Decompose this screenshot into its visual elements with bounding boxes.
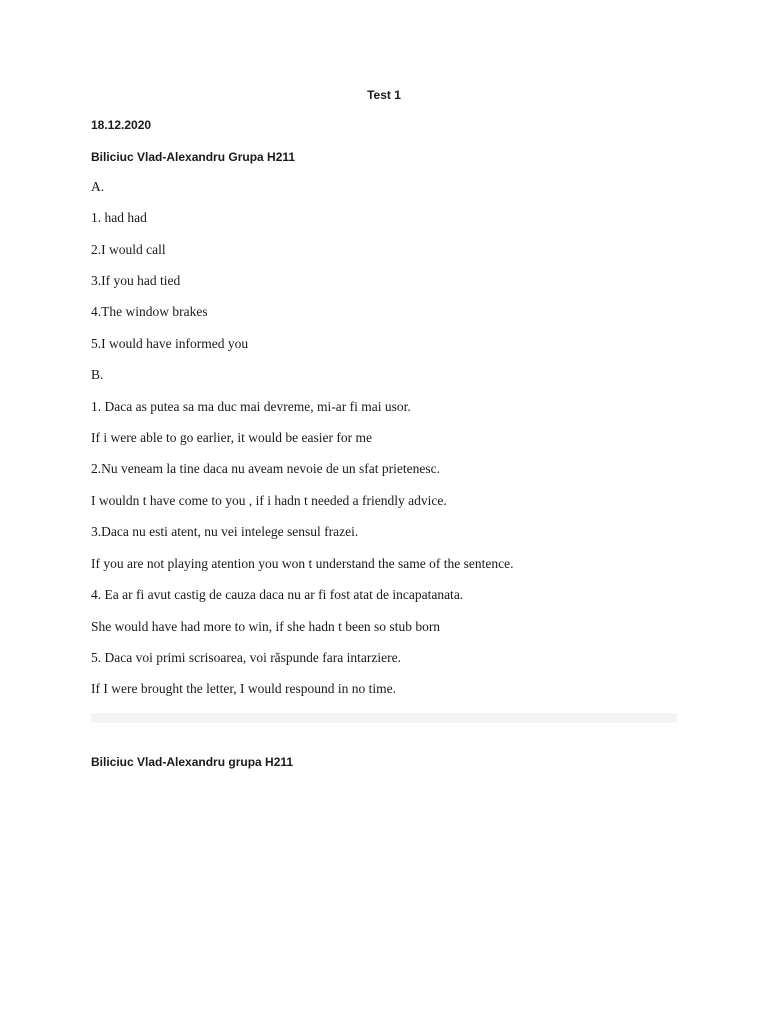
section-b-romanian-sentence: 3.Daca nu esti atent, nu vei intelege sensul frazei. bbox=[91, 524, 359, 539]
section-b-english-translation: If you are not playing atention you won t understand the same of the sentence. bbox=[91, 556, 514, 571]
section-a-answer: 1. had had bbox=[91, 210, 147, 225]
section-b-romanian-sentence: 1. Daca as putea sa ma duc mai devreme, mi-ar fi mai usor. bbox=[91, 399, 411, 414]
section-b-heading: B. bbox=[91, 367, 104, 382]
section-a-heading: A. bbox=[91, 179, 105, 194]
document-title: Test 1 bbox=[367, 88, 401, 102]
section-b-english-translation: If i were able to go earlier, it would be easier for me bbox=[91, 430, 372, 445]
section-b-english-translation: She would have had more to win, if she hadn t been so stub born bbox=[91, 619, 441, 634]
section-b-romanian-sentence: 5. Daca voi primi scrisoarea, voi răspunde fara intarziere. bbox=[91, 650, 401, 665]
section-a-answer: 3.If you had tied bbox=[91, 273, 181, 288]
footer-author-line: Biliciuc Vlad-Alexandru grupa H211 bbox=[91, 755, 294, 769]
shaded-divider bbox=[91, 713, 677, 723]
section-a-answer: 4.The window brakes bbox=[91, 304, 208, 319]
section-b-romanian-sentence: 4. Ea ar fi avut castig de cauza daca nu ar fi fost atat de incapatanata. bbox=[91, 587, 464, 602]
section-a-answer: 2.I would call bbox=[91, 242, 166, 257]
document-date: 18.12.2020 bbox=[91, 118, 152, 132]
section-a-answer: 5.I would have informed you bbox=[91, 336, 249, 351]
section-b-english-translation: I wouldn t have come to you , if i hadn t needed a friendly advice. bbox=[91, 493, 447, 508]
section-b-english-translation: If I were brought the letter, I would respound in no time. bbox=[91, 681, 397, 696]
author-line: Biliciuc Vlad-Alexandru Grupa H211 bbox=[91, 150, 296, 164]
section-b-romanian-sentence: 2.Nu veneam la tine daca nu aveam nevoie de un sfat prietenesc. bbox=[91, 461, 440, 476]
